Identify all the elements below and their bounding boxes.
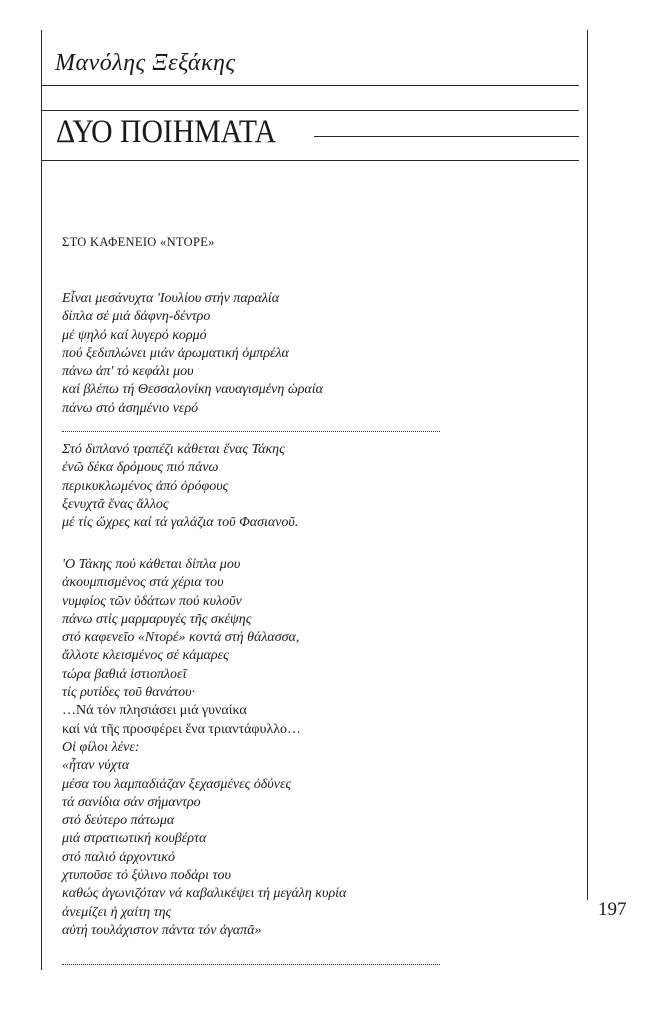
poem-line: στό παλιό ἀρχοντικό: [62, 849, 175, 865]
stanza-2: [62, 441, 298, 532]
poem-line: καί νά τῆς προσφέρει ἕνα τριαντάφυλλο…: [62, 721, 302, 737]
poem-line: πάνω στό ἀσημένιο νερό: [62, 400, 199, 416]
poem-line: τίς ρυτίδες τοῦ θανάτου·: [62, 685, 195, 701]
left-margin-rule: [41, 30, 42, 970]
poem-line: τά σανίδια σάν σήμαντρο: [62, 794, 201, 810]
poem-line: ἀνεμίζει ἡ χαίτη της: [62, 904, 172, 920]
poem-line: τώρα βαθιά ἱστιοπλοεῖ: [62, 666, 187, 682]
page-number: 197: [598, 899, 627, 920]
poem-line: Εἶναι μεσάνυχτα 'Ιουλίου στήν παραλία: [62, 291, 280, 306]
stanza-3: [62, 556, 346, 940]
dotted-separator-1: [62, 431, 440, 432]
rule-under-title: [42, 160, 579, 161]
poem-line: περικυκλωμένος ἀπό ὀρόφους: [62, 478, 229, 494]
poem-line: 'Ο Τάκης πού κάθεται δίπλα μου: [62, 557, 241, 572]
poem-line: Οἱ φίλοι λένε:: [62, 739, 140, 755]
poem-line: …Νά τόν πλησιάσει μιά γυναίκα: [62, 703, 247, 719]
poem-line: νυμφίος τῶν ὑδάτων πού κυλοῦν: [62, 593, 242, 609]
poem-line: πάνω ἀπ' τό κεφάλι μου: [62, 364, 194, 380]
poem-line: στό καφενεῖο «Ντορέ» κοντά στή θάλασσα,: [62, 630, 300, 646]
poem-line: δίπλα σέ μιά δάφνη-δέντρο: [62, 309, 211, 325]
poem-line: ἀκουμπισμένος στά χέρια του: [62, 575, 224, 591]
poem-line: ἐνῶ δέκα δρόμους πιό πάνω: [62, 460, 219, 476]
poem-line: ἄλλοτε κλεισμένος σέ κάμαρες: [62, 648, 229, 664]
poem-line: μέσα του λαμπαδιάζαν ξεχασμένες ὀδύνες: [62, 776, 292, 792]
poem-line: καί βλέπω τή Θεσσαλονίκη ναυαγισμένη ὡραία: [62, 382, 324, 398]
poem-line: μιά στρατιωτική κουβέρτα: [62, 831, 207, 847]
poem-line: μέ ψηλό καί λυγερό κορμό: [62, 327, 207, 343]
poem-line: αὐτή τουλάχιστον πάντα τόν ἀγαπᾶ»: [62, 922, 262, 938]
poem-line: ξενυχτᾶ ἕνας ἄλλος: [62, 496, 169, 512]
poem-collection-title: ΔΥΟ ΠΟΙΗΜΑΤΑ: [56, 114, 277, 150]
poem-line: πάνω στίς μαρμαρυγές τῆς σκέψης: [62, 611, 252, 627]
poem-line: στό δεύτερο πάτωμα: [62, 813, 175, 829]
poem-line: καθώς ἀγωνιζόταν νά καβαλικέψει τή μεγάλη κυρία: [62, 886, 347, 902]
poem-line: χτυποῦσε τό ξύλινο ποδάρι του: [62, 868, 231, 884]
rule-above-title: [42, 110, 579, 111]
rule-under-author: [42, 85, 579, 86]
poem-line: Στό διπλανό τραπέζι κάθεται ἕνας Τάκης: [62, 442, 285, 457]
poem-line: μέ τίς ὤχρες καί τά γαλάζια τοῦ Φασιανοῦ.: [62, 515, 299, 531]
poem-subtitle: ΣΤΟ ΚΑΦΕΝΕΙΟ «ΝΤΟΡΕ»: [62, 235, 215, 249]
poem-line: «ἦταν νύχτα: [62, 758, 130, 774]
poem-line: πού ξεδιπλώνει μιάν ἀρωματική ὀμπρέλα: [62, 345, 289, 361]
title-trailing-rule: [314, 136, 579, 137]
dotted-separator-2: [62, 964, 440, 965]
stanza-1: [62, 290, 323, 418]
author-name: Μανόλης Ξεξάκης: [55, 50, 236, 76]
right-margin-rule: [587, 30, 588, 900]
